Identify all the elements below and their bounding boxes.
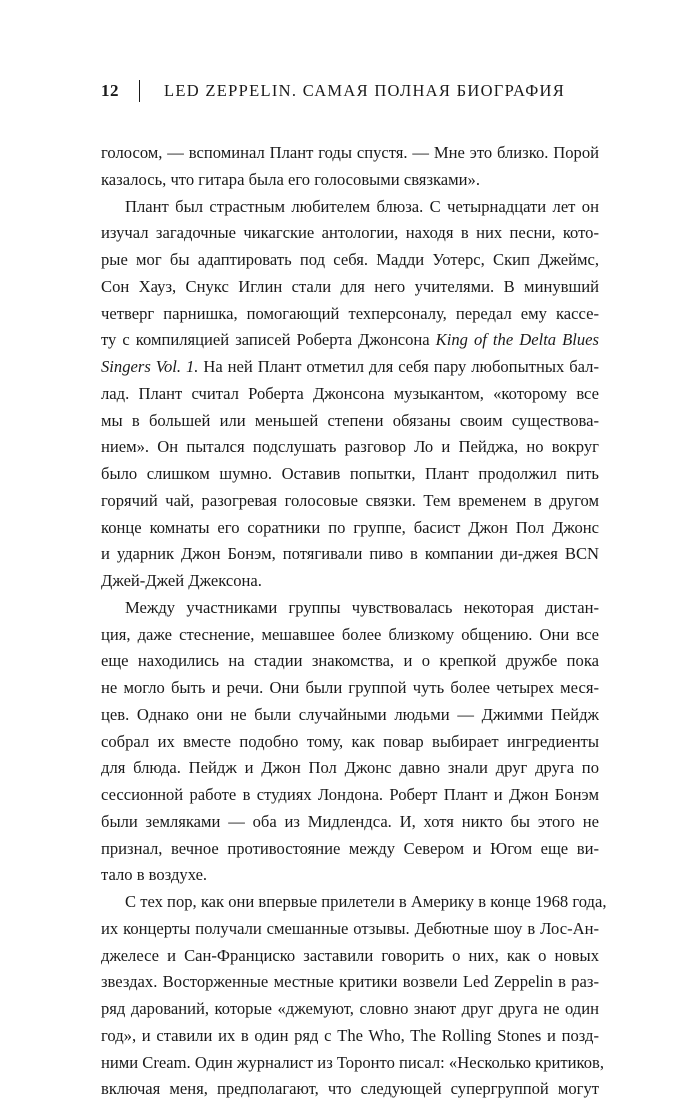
text-segment: Плант был страстным любителем блюза. С четырнадцати лет он	[125, 196, 599, 216]
text-line	[101, 568, 599, 595]
text-segment: включая меня, предполагают, что следующей супергруппой могут	[101, 1079, 599, 1099]
text-line	[101, 434, 599, 461]
text-segment: нием». Он пытался подслушать разговор Ло и Пейджа, но вокруг	[101, 437, 599, 457]
text-line	[101, 140, 599, 167]
text-line	[101, 354, 599, 381]
text-line	[101, 996, 599, 1023]
text-line	[101, 220, 599, 247]
text-line	[101, 675, 599, 702]
running-head	[101, 78, 601, 104]
text-line	[101, 755, 599, 782]
text-segment: были земляками — оба из Мидлендса. И, хотя никто бы этого не	[101, 811, 599, 831]
text-line	[101, 809, 599, 836]
text-line	[101, 1050, 605, 1077]
text-segment: конце комнаты его соратники по группе, басист Джон Пол Джонс	[101, 517, 599, 537]
text-line	[101, 622, 599, 649]
text-line	[101, 167, 599, 194]
text-segment: четверг парнишка, помогающий техперсоналу, передал ему кассе-	[101, 303, 599, 323]
text-segment: Джей-Джей Джексона.	[101, 571, 262, 590]
text-segment: сессионной работе в студиях Лондона. Роберт Плант и Джон Бонэм	[101, 785, 599, 804]
text-line	[101, 461, 599, 488]
header-divider	[139, 80, 140, 102]
text-line	[101, 515, 599, 542]
text-line	[101, 916, 599, 943]
text-line	[101, 943, 599, 970]
text-line	[101, 327, 599, 354]
text-line	[101, 381, 599, 408]
text-segment: казалось, что гитара была его голосовыми связками».	[101, 169, 480, 189]
text-segment: цев. Однако они не были случайными людьми — Джимми Пейдж	[101, 704, 599, 724]
text-segment: и ударник Джон Бонэм, потягивали пиво в компании ди-джея BCN	[101, 544, 599, 564]
text-segment: ту с компиляцией записей Роберта Джонсона	[101, 330, 436, 350]
text-line	[101, 541, 599, 568]
text-line	[101, 194, 599, 221]
text-segment: было слишком шумно. Оставив попытки, Плант продолжил пить	[101, 464, 599, 483]
text-line	[101, 247, 599, 274]
text-segment: для блюда. Пейдж и Джон Пол Джонс давно знали друг друга по	[101, 758, 599, 778]
text-segment: ция, даже стеснение, мешавшее более близкому общению. Они все	[101, 624, 599, 644]
text-line	[101, 702, 599, 729]
italic-title: Singers Vol. 1.	[101, 357, 199, 376]
text-segment: Между участниками группы чувствовалась некоторая дистан-	[125, 597, 599, 617]
text-line	[101, 648, 599, 675]
text-segment: рые мог бы адаптировать под себя. Мадди Уотерс, Скип Джеймс,	[101, 250, 599, 269]
text-segment: мы в большей или меньшей степени обязаны своим существова-	[101, 410, 599, 430]
text-segment: признал, вечное противостояние между Севером и Югом еще ви-	[101, 838, 599, 858]
text-segment: тало в воздухе.	[101, 865, 208, 885]
text-segment: ряд дарований, которые «джемуют, словно знают друг друга не один	[101, 999, 599, 1018]
text-line	[101, 969, 599, 996]
page-number: 12	[101, 81, 119, 100]
text-line	[101, 408, 599, 435]
text-segment: не могло быть и речи. Они были группой чуть более четырех меся-	[101, 678, 599, 697]
text-line	[101, 1076, 599, 1103]
body-text	[101, 140, 607, 1103]
text-segment: изучал загадочные чикагские антологии, находя в них песни, кото-	[101, 223, 599, 243]
text-line	[101, 274, 599, 301]
italic-title: King of the Delta Blues	[435, 330, 600, 350]
text-line	[101, 488, 599, 515]
text-segment: год», и ставили их в один ряд с The Who, The Rolling Stones и позд-	[101, 1025, 599, 1045]
text-segment: лад. Плант считал Роберта Джонсона музыкантом, «которому все	[101, 383, 599, 403]
text-segment: На ней Плант отметил для себя пару любопытных бал-	[198, 357, 599, 376]
text-line	[101, 782, 599, 809]
text-line	[101, 301, 599, 328]
text-segment: Сон Хауз, Снукс Иглин стали для него учителями. В минувший	[101, 276, 599, 296]
text-line	[101, 595, 599, 622]
text-segment: собрал их вместе подобно тому, как повар выбирает ингредиенты	[101, 731, 599, 751]
text-line	[101, 1023, 599, 1050]
text-segment: С тех пор, как они впервые прилетели в Америку в конце 1968 года,	[125, 892, 607, 911]
text-line	[101, 862, 599, 889]
text-segment: ними Cream. Один журналист из Торонто писал: «Несколько критиков,	[101, 1052, 605, 1072]
text-segment: голосом, — вспоминал Плант годы спустя. — Мне это близко. Порой	[101, 143, 599, 162]
text-segment: джелесе и Сан-Франциско заставили говорить о них, как о новых	[101, 945, 599, 965]
text-segment: звездах. Восторженные местные критики возвели Led Zeppelin в раз-	[101, 972, 599, 992]
text-segment: их концерты получали смешанные отзывы. Дебютные шоу в Лос-Ан-	[101, 918, 599, 938]
text-segment: еще находились на стадии знакомства, и о крепкой дружбе пока	[101, 651, 599, 671]
text-line	[101, 729, 599, 756]
running-title: LED ZEPPELIN. САМАЯ ПОЛНАЯ БИОГРАФИЯ	[164, 81, 566, 100]
text-line	[101, 889, 607, 916]
text-segment: горячий чай, разогревая голосовые связки. Тем временем в другом	[101, 490, 599, 510]
text-line	[101, 836, 599, 863]
